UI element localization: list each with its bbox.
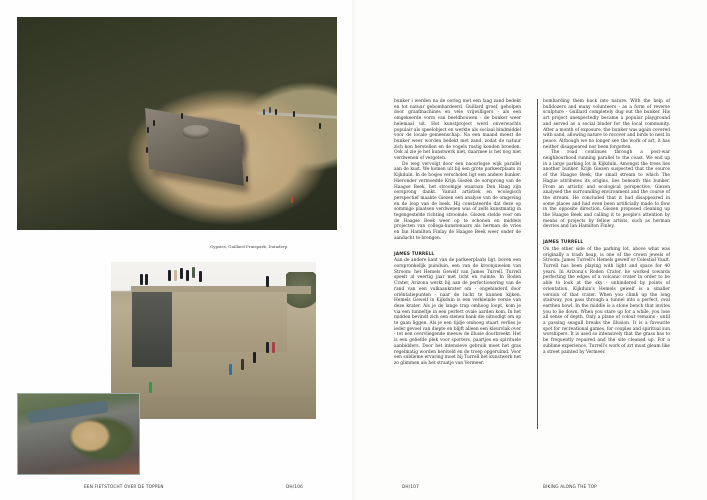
photo-visitor [253,352,256,363]
english-paragraph: bombarding them back into nature. With the help of bulldozers and many volunteers - as a form of reverse sculpture - Guillard completely dug out the bunker. His art project unexpectedly became a popular playground and served as a social binder for the local community. After a month of exposure, the bunker was again covered with sand, allowing nature to recover and birds to nest in peace. Although we no longer see the work of art, it has neither disappeared nor been forgotten. [543,99,670,150]
photo-visitor [140,274,143,285]
photo-visitor [266,342,269,353]
photo-bunker-turret [182,125,210,139]
english-paragraph: The road continues through a post-war neighbourhood running parallel to the coast. We end up in a large parking lot in Kijkduin. Amongst the trees lies another bunker. Krijn Giezen suspected that the source of the Haagse Beek, the small stream to which The Hague attributes its origins, lies beneath this bunker. From an artistic and ecological perspective, Giezen analysed the surrounding environment and the course of the stream. He concluded that it had disappeared in some places and had even been artificially made to flow in the opposite direction. Giezen proposed cleaning up the Haagse Beek and calling it to people's attention by means of projects by fellow artists, such as herman devries and Ian Hamilton Finley. [543,150,670,230]
bunker-visitors-photo [111,262,316,419]
footer-title-left: EEN FIETSTOCHT OVER DE TOPPEN [84,484,164,489]
page-number-left: DH/106 [286,484,303,489]
photo-person [269,107,271,113]
photo-visitor [174,270,177,281]
photo-visitor [192,267,195,278]
photo-person [153,120,155,126]
english-section-heading: JAMES TURRELL [543,240,584,246]
aerial-bunker-photo [17,17,337,230]
photo-person [291,197,293,203]
english-paragraph: On the other side of the parking lot, above what was originally a trash heap, is one of the crown jewels of Stroom: James Turrell's Hemels gewelf or Celestial Vault. Turrell has been playing with light and space for 40 years. In Arizona's Roden Crater, he worked towards perfecting the edges of a volcanic crater in order to be able to look at the sky - unhindered by points of orientation. Kijkduin's Hemels gewelf is a smaller version of that crater. When you climb up the long stairway, you pass through a tunnel into a perfect, oval earthen bowl. In the middle is a stone bench that invites you to lie down. When you stare up for a while, you lose all sense of depth. Only a plane of colour remains - until a passing seagull breaks the illusion. It is a favourite spot for recreational games, for couples and spiritual sun worshipers. It is used so intensively that the grass has to be frequently repaired and the site cleaned up. For a sublime experience, Turrell's work of art must gleam like a street painted by Vermeer. [543,246,670,355]
page-number-right: DH/107 [402,484,419,489]
footer-title-right: BIKING ALONG THE TOP [543,484,597,489]
column-divider [537,99,538,429]
photo-person [246,176,248,182]
photo-visitor [180,268,183,279]
english-text-column [543,99,670,355]
book-gutter [352,0,355,500]
photo-visitor [272,342,275,353]
photo-person [319,123,321,129]
dutch-text-column [394,99,521,367]
dutch-paragraph: De weg vervolgt door een naoorlogse wijk parallel aan de kust. We komen uit bij een grote parkeerplaats in Kijkduin. In de bosjes verscholen ligt een andere bunker. Hieronder vermoedde Krijn Giezen de oorsprong van de Haagse Beek, het stroompje waaraan Den Haag zijn oorsprong dankt. Vanuit artistiek en ecologisch perspectief maakte Giezen een analyse van de omgeving en de loop van de beek. Hij constateerde dat deze op sommige plaatsen verdwenen was of zelfs kunstmatig in tegengestelde richting stroomde. Giezen stelde voor om de Haagse Beek weer op te schonen en middels projecten van collega-kunstenaars als herman de vries en Ian Hamilton Finlay de Haagse Beek weer onder de aandacht te brengen. [394,161,521,241]
photo-visitor [149,382,152,393]
left-page [0,0,353,500]
dutch-paragraph: bunker i werden na de oorlog met een laag zand bedekt en tot natuur gebombardeerd. Guillard groef, geholpen door graafmachines en vele vrijwilligers - als een omgekeerde vorm van beeldhouwen - de bunker weer helemaal uit. Het kunstproject werd onverwachts populair als speelobject en werkte als sociaal bindmiddel voor de locale gemeenschap. Na een maand moest de bunker weer worden bedekt met zand, zodat de natuur zich kon herstellen en de vogels rustig konden broeden. Ook al zie je het kunstwerk niet, daarmee is het nog niet verdwenen of vergeten. [394,99,521,162]
aerial-dune-photo [17,393,140,475]
photo-person [146,147,148,153]
photo-person [147,127,149,133]
photo-bunker-wall-dark [132,292,172,367]
photo-visitor [241,359,244,370]
photo-caption: Gypsies, Guillard Prinspark, Duinderp [210,244,288,249]
photo-visitor [199,271,202,282]
dutch-section-heading: JAMES TURRELL [394,251,435,257]
photo-visitor [266,276,269,287]
photo-bunker-wall [172,292,287,352]
photo-person [263,109,265,115]
photo-water [28,400,109,423]
photo-bunker [145,108,244,186]
photo-person [275,109,277,115]
photo-visitor [145,274,148,285]
photo-visitor [168,270,171,281]
photo-person [181,113,183,119]
photo-visitor [186,270,189,281]
photo-visitor [229,364,232,375]
photo-person [293,111,295,117]
dutch-paragraph: Aan de andere kant van de parkeerplaats ligt, boven een oorspronkelijk puinduin, een van de kroonjuwelen van Stroom: het Hemels Gewelf van James Turrell. Turrell speelt al veertig jaar met licht en ruimte. In Roden Crater, Arizona werkt hij aan de perfectionering van de rand van een vulkaankrater om - ongehinderd door oriëntatiepunten - naar de lucht te kunnen kijken. Hemels Gewelf in Kijkduin is een verkleinde versie van deze krater. Als je de lange trap omhoog loopt, kom je via een tunneltje in een perfect ovale aarden kom. In het midden bevindt zich een stenen bank die uitnodigt om op te gaan liggen. Als je een tijdje omhoog staart verlies je ieder gevoel van diepte en blijft alleen een kleurvlak over - tot een overvliegende meeuw de illusie doorbreekt. Het is een geliefde plek voor sporters, paartjes en spirituele aanbidders. Door het intensieve gebruik moet het gras regelmatig worden hersteld en de troep opgeruimd. Voor een sublieme ervaring moet bij Turrell het kunstwerk net zo glimmen als het straatje van Vermeer. [394,258,521,366]
